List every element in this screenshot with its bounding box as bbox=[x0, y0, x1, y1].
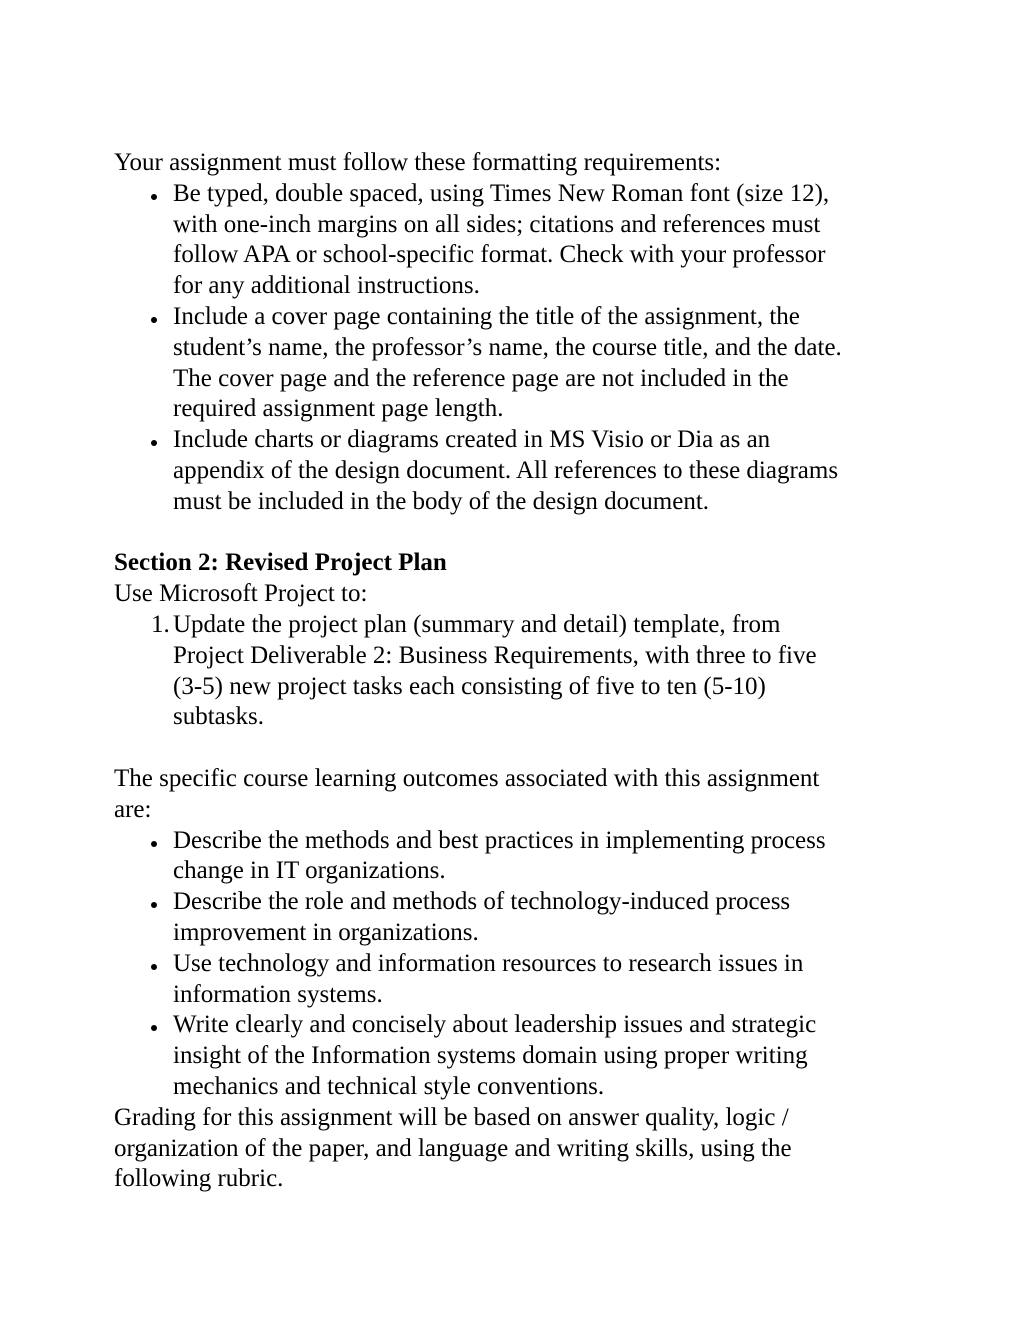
formatting-requirements-list bbox=[114, 179, 924, 518]
list-item bbox=[114, 610, 924, 733]
bullet-line: must be included in the body of the design document. bbox=[173, 487, 710, 515]
numbered-line: (3-5) new project tasks each consisting of five to ten (5-10) bbox=[173, 672, 766, 700]
bullet-icon bbox=[151, 440, 157, 446]
number-marker: 1. bbox=[151, 610, 170, 638]
bullet-line: appendix of the design document. All references to these diagrams bbox=[173, 456, 839, 484]
paragraph-line: following rubric. bbox=[114, 1165, 284, 1193]
document-content bbox=[114, 148, 924, 1195]
section-2 bbox=[114, 548, 924, 733]
numbered-list bbox=[114, 610, 924, 733]
bullet-line: The cover page and the reference page are not included in the bbox=[173, 364, 789, 392]
outcomes-lead-line: are: bbox=[114, 795, 152, 823]
bullet-line: insight of the Information systems domain using proper writing bbox=[173, 1042, 808, 1070]
paragraph-line: Your assignment must follow these formatting requirements: bbox=[114, 149, 722, 176]
bullet-line: with one-inch margins on all sides; citations and references must bbox=[173, 210, 821, 238]
bullet-line: follow APA or school-specific format. Check with your professor bbox=[173, 241, 826, 269]
bullet-icon bbox=[151, 317, 157, 323]
bullet-line: Use technology and information resources to research issues in bbox=[173, 949, 804, 977]
list-item bbox=[114, 425, 924, 517]
bullet-line: Write clearly and concisely about leadership issues and strategic bbox=[173, 1011, 817, 1039]
bullet-icon bbox=[151, 964, 157, 970]
bullet-line: Include a cover page containing the title of the assignment, the bbox=[173, 302, 800, 330]
paragraph-line: Grading for this assignment will be based on answer quality, logic / bbox=[114, 1103, 789, 1131]
section-lead: Use Microsoft Project to: bbox=[114, 580, 368, 608]
list-item bbox=[114, 1010, 924, 1102]
list-item bbox=[114, 887, 924, 949]
numbered-line: Update the project plan (summary and detail) template, from bbox=[173, 610, 781, 638]
bullet-line: change in IT organizations. bbox=[173, 857, 446, 885]
bullet-line: information systems. bbox=[173, 980, 383, 1008]
bullet-line: Be typed, double spaced, using Times New Roman font (size 12), bbox=[173, 179, 830, 207]
bullet-icon bbox=[151, 1025, 157, 1031]
bullet-icon bbox=[151, 194, 157, 200]
numbered-line: subtasks. bbox=[173, 703, 264, 731]
bullet-line: student’s name, the professor’s name, the course title, and the date. bbox=[173, 333, 842, 361]
list-item bbox=[114, 826, 924, 888]
bullet-line: Describe the methods and best practices in implementing process bbox=[173, 826, 826, 854]
grading-paragraph bbox=[114, 1103, 924, 1195]
bullet-icon bbox=[151, 902, 157, 908]
bullet-line: improvement in organizations. bbox=[173, 918, 479, 946]
bullet-line: required assignment page length. bbox=[173, 395, 504, 423]
outcomes-section bbox=[114, 764, 924, 1195]
numbered-line: Project Deliverable 2: Business Requirements, with three to five bbox=[173, 641, 817, 669]
intro-paragraph bbox=[114, 148, 924, 179]
section-heading: Section 2: Revised Project Plan bbox=[114, 549, 447, 577]
bullet-line: for any additional instructions. bbox=[173, 272, 480, 300]
paragraph-line: organization of the paper, and language and writing skills, using the bbox=[114, 1134, 792, 1162]
list-item bbox=[114, 302, 924, 425]
bullet-icon bbox=[151, 841, 157, 847]
list-item bbox=[114, 949, 924, 1011]
bullet-line: mechanics and technical style conventions. bbox=[173, 1072, 605, 1100]
outcomes-lead-line: The specific course learning outcomes associated with this assignment bbox=[114, 764, 820, 792]
outcomes-list bbox=[114, 826, 924, 1103]
bullet-line: Describe the role and methods of technology-induced process bbox=[173, 888, 791, 916]
bullet-line: Include charts or diagrams created in MS Visio or Dia as an bbox=[173, 426, 771, 454]
list-item bbox=[114, 179, 924, 302]
